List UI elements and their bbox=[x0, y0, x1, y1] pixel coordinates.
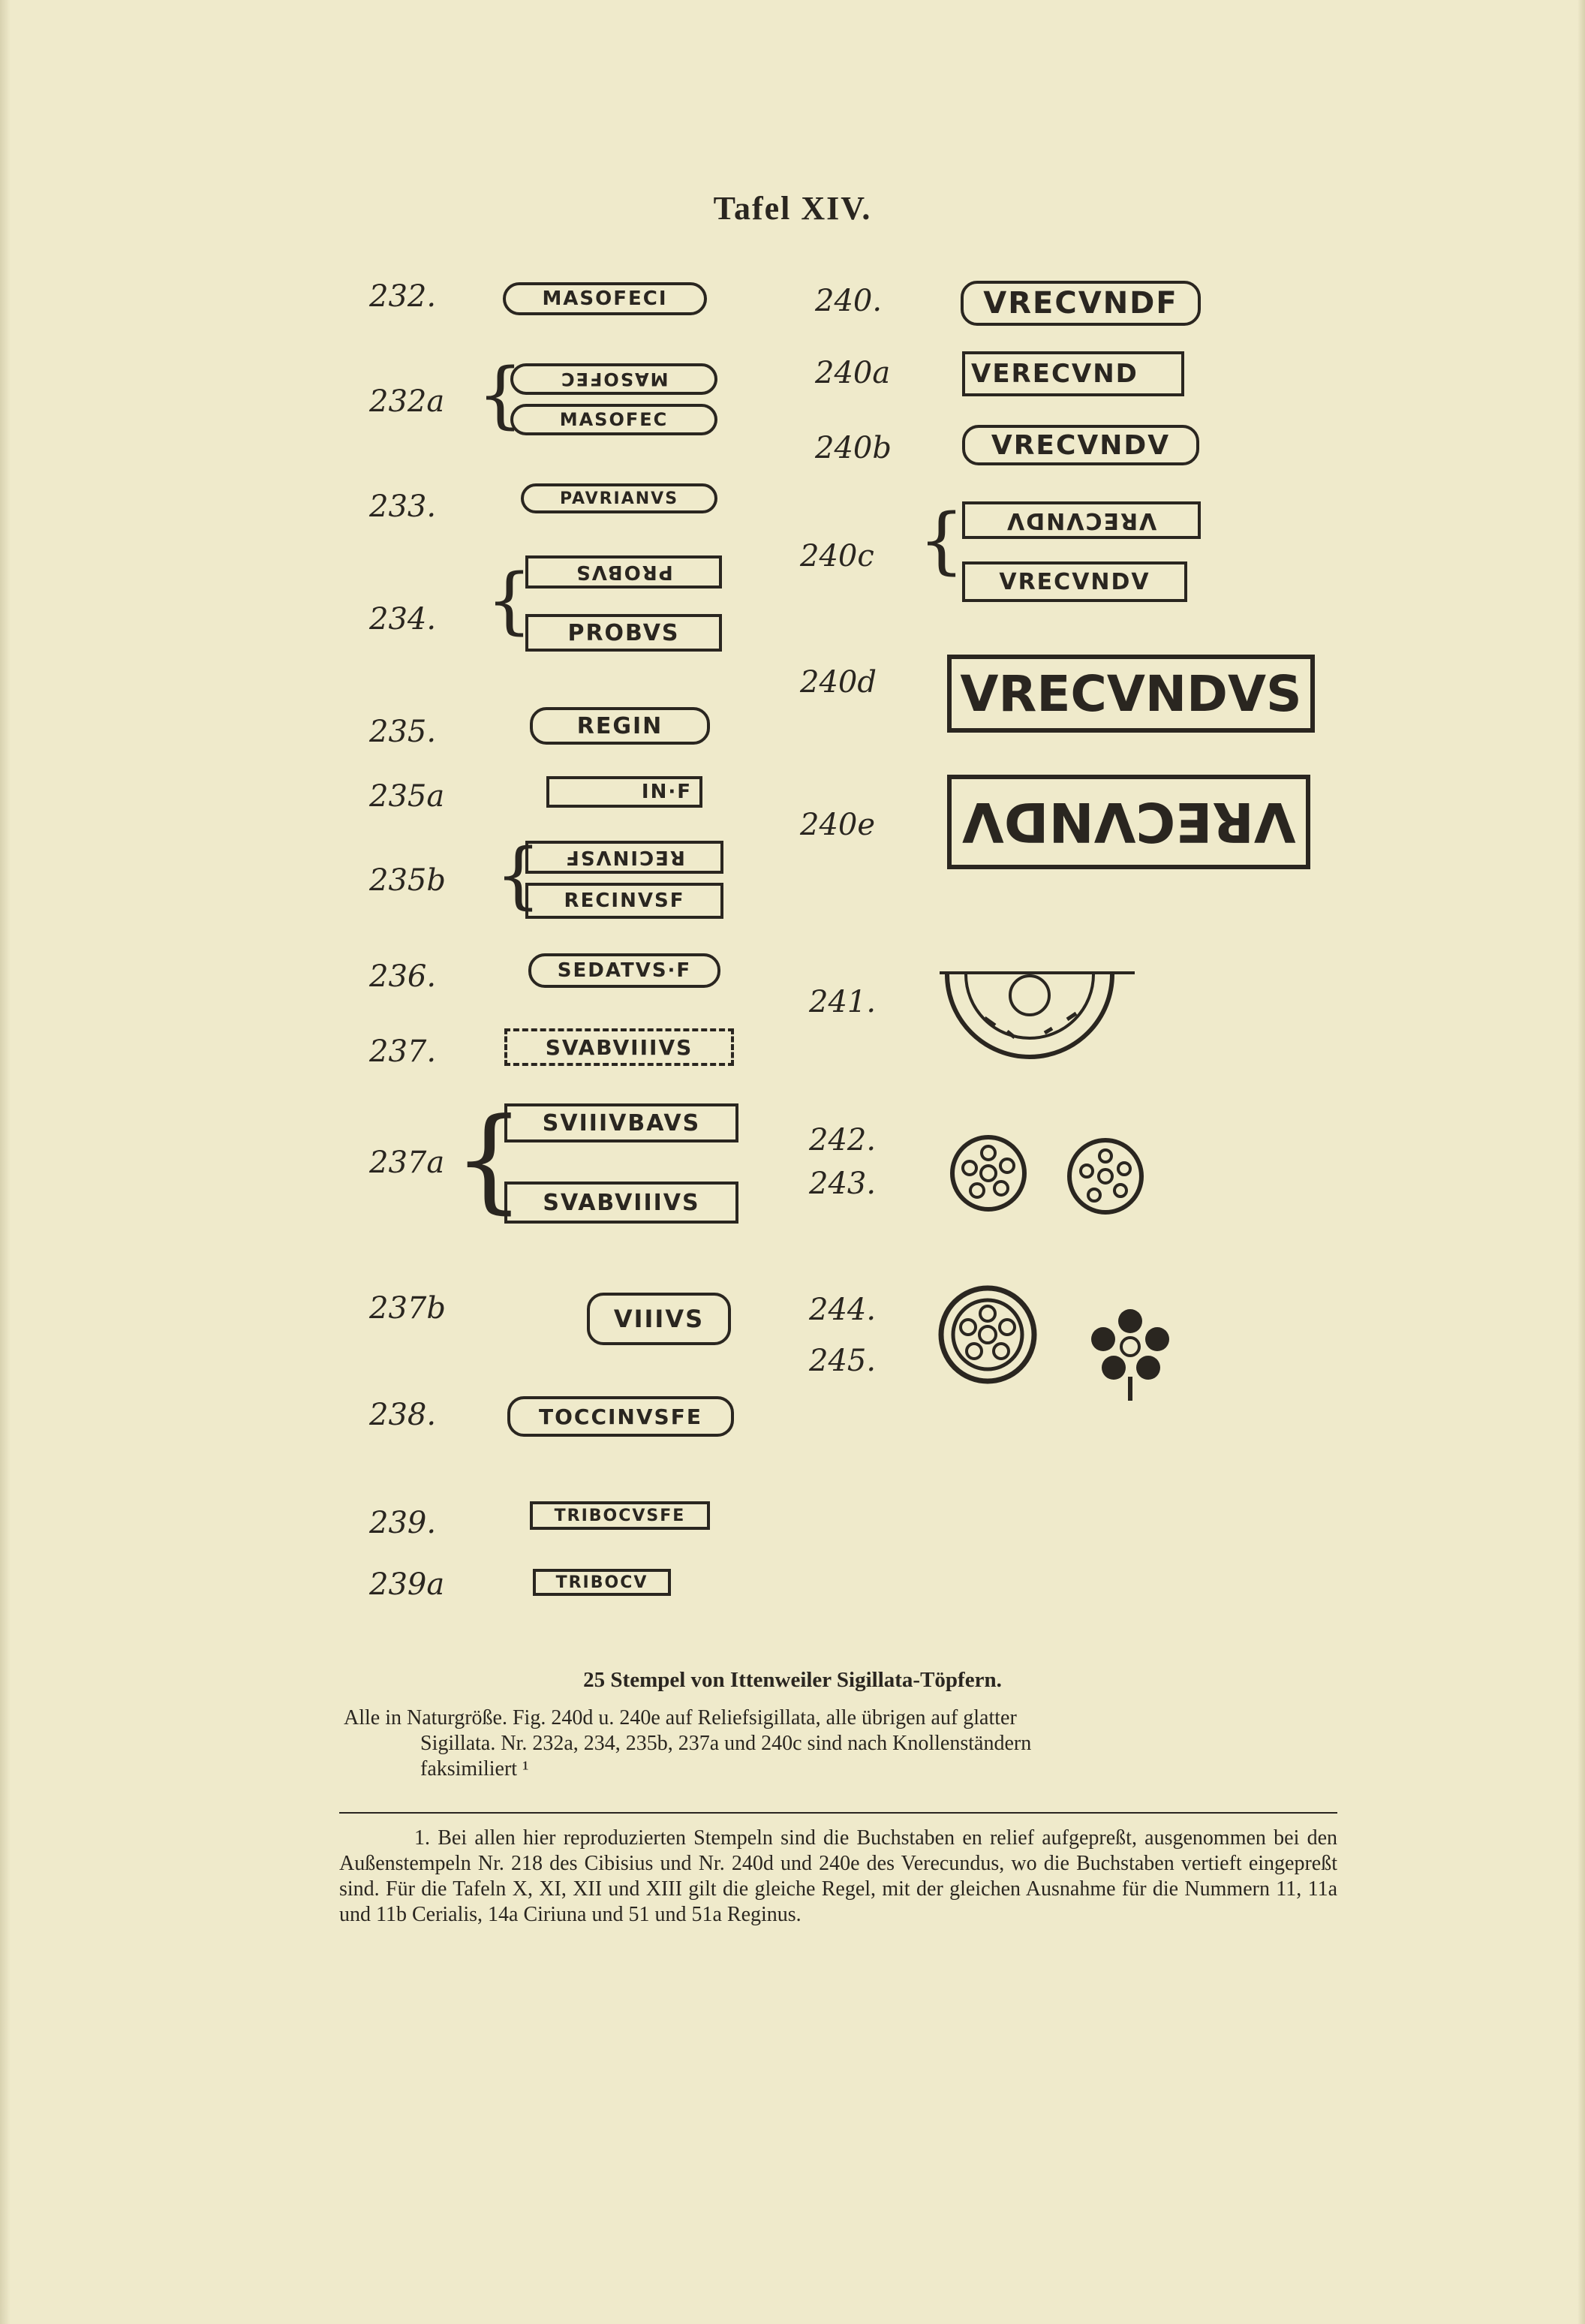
figure-number: 239a bbox=[369, 1567, 445, 1602]
stamp-text: RECINVSF bbox=[564, 890, 685, 912]
figure-number: 242. bbox=[809, 1123, 877, 1157]
stamp-text: MASOFEC bbox=[559, 369, 669, 390]
grouping-brace: { bbox=[919, 498, 965, 583]
stamp-234-top bbox=[525, 555, 722, 589]
stamp-240b bbox=[962, 425, 1199, 465]
stamp-237 bbox=[504, 1028, 734, 1066]
stamp-text: IN·F bbox=[641, 781, 692, 803]
stamp-text: PROBVS bbox=[574, 561, 673, 583]
grouping-brace: { bbox=[477, 353, 524, 437]
stamp-242-rosette bbox=[947, 1132, 1030, 1215]
stamp-240d bbox=[947, 655, 1315, 733]
figure-number: 245. bbox=[809, 1344, 877, 1378]
stamp-text: TRIBOCV bbox=[555, 1573, 648, 1592]
figure-number: 237. bbox=[369, 1034, 437, 1069]
stamp-text: RECINVSF bbox=[564, 846, 685, 868]
stamp-240a bbox=[962, 351, 1184, 396]
grouping-brace: { bbox=[453, 1094, 525, 1225]
stamp-236 bbox=[528, 953, 720, 988]
stamp-text: VERECVND bbox=[971, 359, 1138, 389]
stamp-234-bottom bbox=[525, 614, 722, 652]
stamp-text: SEDATVS·F bbox=[557, 959, 692, 982]
footnote: 1. Bei allen hier reproduzierten Stempeln sind die Buchstaben en relief aufgepreßt, ausgenommen bei den Außenstempeln Nr. 218 des Cibisius und Nr. 240d und 240e des Verecundus, wo die Buchstaben vertieft eingepreßt sind. Für die Tafeln X, XI, XII und XIII gilt die gleiche Regel, mit der gleichen Ausnahme für die Nummern 11, 11a und 11b Cerialis, 14a Ciriuna und 51 und 51a Reginus. bbox=[339, 1826, 1337, 1926]
stamp-240c-top bbox=[962, 501, 1201, 539]
page-edge-left bbox=[0, 0, 11, 2324]
stamp-text: VIIIVS bbox=[613, 1305, 705, 1333]
figure-number: 239. bbox=[369, 1506, 437, 1540]
figure-number: 236. bbox=[369, 959, 437, 994]
stamp-233 bbox=[521, 483, 717, 513]
plate-title: Tafel XIV. bbox=[713, 190, 872, 227]
figure-number: 240e bbox=[800, 808, 876, 842]
stamp-238 bbox=[507, 1396, 734, 1437]
caption-title: 25 Stempel von Ittenweiler Sigillata-Töpfern. bbox=[583, 1668, 1002, 1692]
stamp-244-rosette bbox=[935, 1282, 1040, 1387]
figure-number: 237a bbox=[369, 1145, 445, 1180]
stamp-235b-bottom bbox=[525, 883, 723, 919]
stamp-239 bbox=[530, 1501, 710, 1530]
page-edge-right bbox=[1577, 0, 1585, 2324]
stamp-text: SVABVIIIVS bbox=[543, 1189, 700, 1216]
caption-line: Sigillata. Nr. 232a, 234, 235b, 237a und 240c sind nach Knollenständern bbox=[420, 1732, 1032, 1755]
figure-number: 232. bbox=[369, 279, 437, 314]
stamp-text: VRECVNDV bbox=[999, 568, 1150, 595]
stamp-text: MASOFECI bbox=[542, 287, 668, 310]
stamp-235b-top bbox=[525, 841, 723, 874]
figure-number: 238. bbox=[369, 1398, 437, 1432]
stamp-232 bbox=[503, 282, 707, 315]
stamp-232a-top bbox=[510, 363, 717, 395]
stamp-text: SVIIIVBAVS bbox=[542, 1109, 701, 1136]
stamp-text: VRECVNDV bbox=[991, 429, 1171, 461]
figure-number: 240d bbox=[800, 665, 877, 700]
grouping-brace: { bbox=[486, 558, 533, 643]
footnote-rule bbox=[339, 1812, 1337, 1814]
stamp-232a-bottom bbox=[510, 404, 717, 435]
figure-number: 234. bbox=[369, 602, 437, 637]
stamp-text: VRECVNDF bbox=[983, 286, 1178, 321]
figure-number: 240a bbox=[815, 356, 891, 390]
figure-number: 235a bbox=[369, 779, 445, 814]
figure-number: 232a bbox=[369, 384, 445, 419]
caption-body bbox=[344, 1705, 1336, 1782]
stamp-237a-bottom bbox=[504, 1182, 738, 1224]
stamp-text: REGIN bbox=[576, 712, 663, 739]
stamp-text: TOCCINVSFE bbox=[539, 1404, 702, 1429]
stamp-text: VRECVNDVS bbox=[960, 664, 1302, 723]
stamp-text: MASOFEC bbox=[559, 409, 669, 430]
stamp-240e bbox=[947, 775, 1310, 869]
grouping-brace: { bbox=[495, 833, 542, 917]
figure-number: 241. bbox=[809, 985, 877, 1019]
stamp-text: TRIBOCVSFE bbox=[554, 1506, 686, 1525]
figure-number: 235. bbox=[369, 715, 437, 749]
figure-number: 237b bbox=[369, 1291, 446, 1326]
stamp-237a-top bbox=[504, 1103, 738, 1142]
stamp-235a bbox=[546, 776, 702, 808]
stamp-239a bbox=[533, 1569, 671, 1596]
figure-number: 243. bbox=[809, 1167, 877, 1201]
caption-line: faksimiliert ¹ bbox=[420, 1757, 529, 1781]
stamp-text: VRECVNDV bbox=[1006, 507, 1157, 534]
figure-number: 233. bbox=[369, 489, 437, 524]
stamp-text: VRECVNDV bbox=[961, 790, 1296, 853]
stamp-text: PAVRIANVS bbox=[559, 489, 679, 508]
stamp-235 bbox=[530, 707, 710, 745]
stamp-240 bbox=[961, 281, 1201, 326]
figure-number: 240. bbox=[815, 284, 883, 318]
figure-number: 244. bbox=[809, 1293, 877, 1327]
caption-line: Alle in Naturgröße. Fig. 240d u. 240e auf Reliefsigillata, alle übrigen auf glatter bbox=[344, 1706, 1017, 1729]
figure-number: 235b bbox=[369, 863, 446, 898]
stamp-243-rosette bbox=[1064, 1135, 1147, 1218]
stamp-245-flower bbox=[1085, 1305, 1175, 1402]
stamp-241-rosette bbox=[932, 965, 1142, 1078]
stamp-text: SVABVIIIVS bbox=[545, 1034, 693, 1060]
figure-number: 240b bbox=[815, 431, 892, 465]
stamp-240c-bottom bbox=[962, 561, 1187, 602]
figure-number: 240c bbox=[800, 539, 874, 573]
stamp-237b bbox=[587, 1293, 731, 1345]
stamp-text: PROBVS bbox=[567, 619, 680, 646]
